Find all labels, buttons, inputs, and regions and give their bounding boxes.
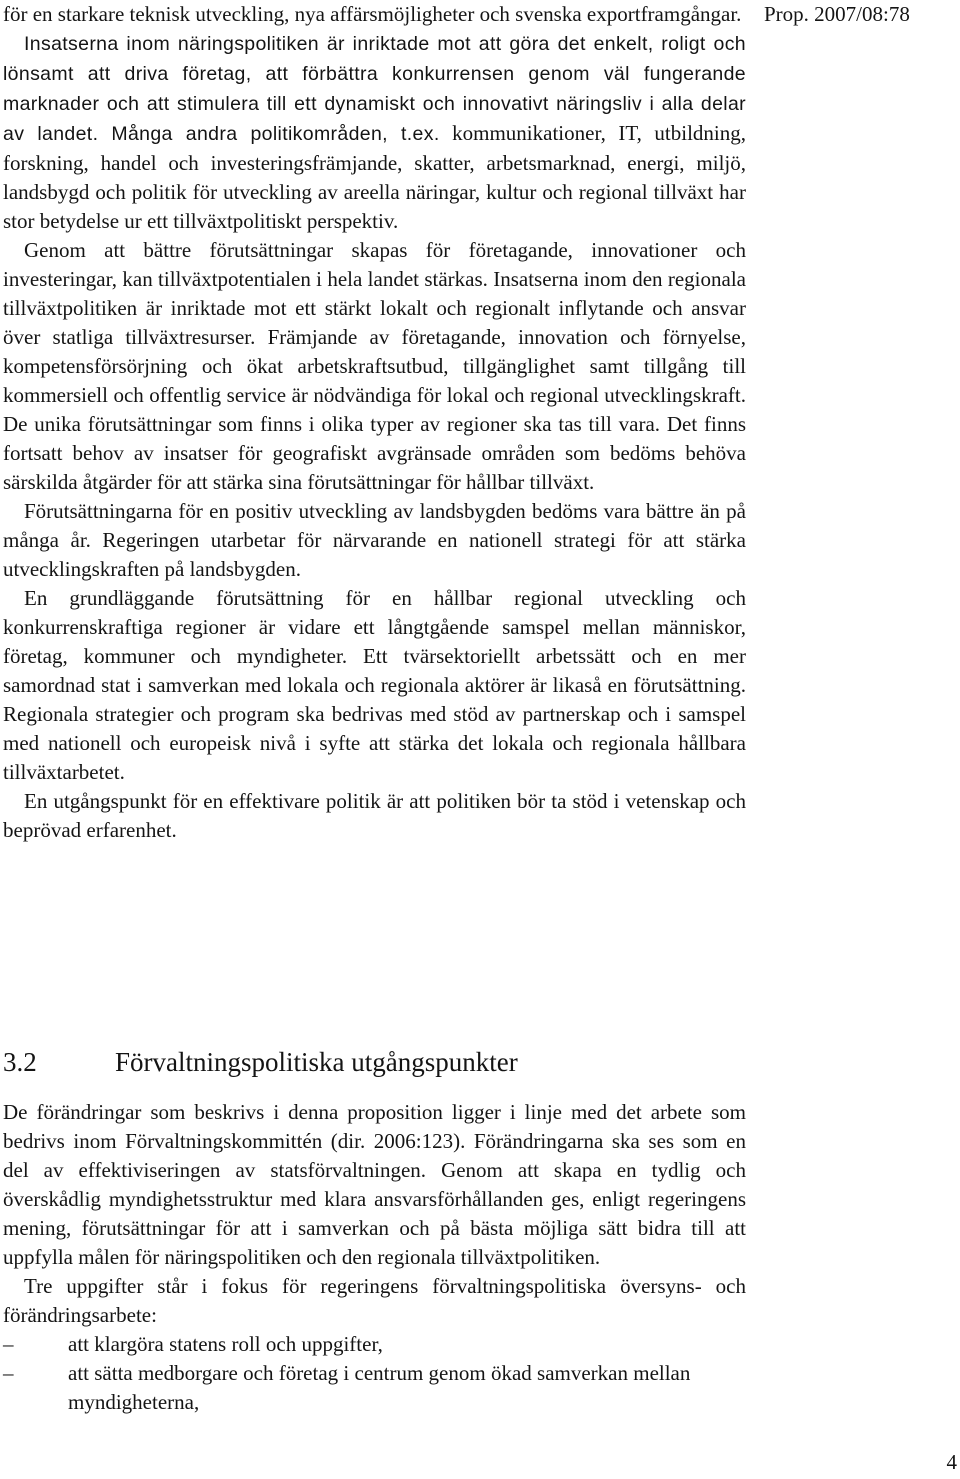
paragraph: De förändringar som beskrivs i denna proposition ligger i linje med det arbete som bedrivs inom Förvaltningskommittén (dir. 2006:123). Förändringarna ska ses som en del av effektiviseringen av statsförvaltningen. Genom att skapa en tydlig och överskådlig myndighetsstruktur med klara ansvarsförhållanden ges, enligt regeringens mening, förutsättningar för att i samverkan och på bästa möjliga sätt bidra till att uppfylla målen för näringspolitiken och den regionala tillväxtpolitiken. (3, 1100, 746, 1269)
section-heading (3, 1046, 518, 1078)
section-title: Förvaltningspolitiska utgångspunkter (115, 1047, 518, 1077)
paragraph: En grundläggande förutsättning för en hållbar regional utveckling och konkurrenskraftiga regioner är vidare ett långtgående samspel mellan människor, företag, kommuner och myndigheter. Ett tvärsektoriellt arbetssätt och en mer samordnad stat i samverkan med lokala och regionala aktörer är likaså en förutsättning. Regionala strategier och program ska bedrivas med stöd av partnerskap och i samspel med nationell och europeisk nivå i syfte att stärka det lokala och regionala hållbara tillväxtarbetet. (3, 586, 746, 784)
list-item-text: att sätta medborgare och företag i centrum genom ökad samverkan mellan myndigheterna, (68, 1361, 691, 1414)
section-number: 3.2 (3, 1047, 37, 1077)
paragraph: Förutsättningarna för en positiv utveckling av landsbygden bedöms vara bättre än på många år. Regeringen utarbetar för närvarande en nationell strategi för att stärka utvecklingskraften på landsbygden. (3, 499, 746, 581)
body-text-section-2 (3, 1098, 746, 1417)
dash-list (3, 1330, 746, 1417)
page-number: 4 (946, 1450, 957, 1474)
dash-bullet: – (3, 1361, 14, 1385)
body-text-section-1 (3, 0, 746, 845)
sans-serif-text-run: Insatserna inom näringspolitiken är inriktade mot att göra det enkelt, roligt och lönsamt att driva företag, att förbättra konkurrensen genom väl fungerande marknader och att stimulera till ett dynamiskt och innovativt näringsliv i alla delar av landet. Många andra politikområden, t.ex. (3, 33, 746, 145)
dash-bullet: – (3, 1332, 14, 1356)
serif-text-run: kommunikationer, IT, utbildning, forskning, handel och investeringsfrämjande, skatter, arbetsmarknad, energi, miljö, landsbygd och politik för utveckling av areella näringar, kultur och regional tillväxt har stor betydelse ur ett tillväxtpolitiskt perspektiv. (3, 121, 746, 233)
paragraph: Tre uppgifter står i fokus för regeringens förvaltningspolitiska översyns- och förändringsarbete: (3, 1274, 746, 1327)
proposition-reference: Prop. 2007/08:78 (764, 2, 910, 26)
list-item (3, 1330, 746, 1359)
paragraph (3, 29, 746, 236)
list-item (3, 1359, 746, 1417)
paragraph: Genom att bättre förutsättningar skapas för företagande, innovationer och investeringar, kan tillväxtpotentialen i hela landet stärkas. Insatserna inom den regionala tillväxtpolitiken är inriktade mot ett stärkt lokalt och regionalt inflytande och ansvar över statliga tillväxtresurser. Främjande av företagande, innovation och förnyelse, kompetensförsörjning och ökat arbetskraftsutbud, tillgänglighet samt tillgång till kommersiell och offentlig service är nödvändiga för lokal och regional utvecklingskraft. De unika förutsättningar som finns i olika typer av regioner ska tas till vara. Det finns fortsatt behov av insatser för geografiskt avgränsade områden som bedöms behöva särskilda åtgärder för att stärka sina förutsättningar för hållbar tillväxt. (3, 238, 746, 494)
paragraph: En utgångspunkt för en effektivare politik är att politiken bör ta stöd i vetenskap och beprövad erfarenhet. (3, 789, 746, 842)
list-item-text: att klargöra statens roll och uppgifter, (68, 1332, 383, 1356)
paragraph: för en starkare teknisk utveckling, nya affärsmöjligheter och svenska exportframgångar. (3, 2, 742, 26)
